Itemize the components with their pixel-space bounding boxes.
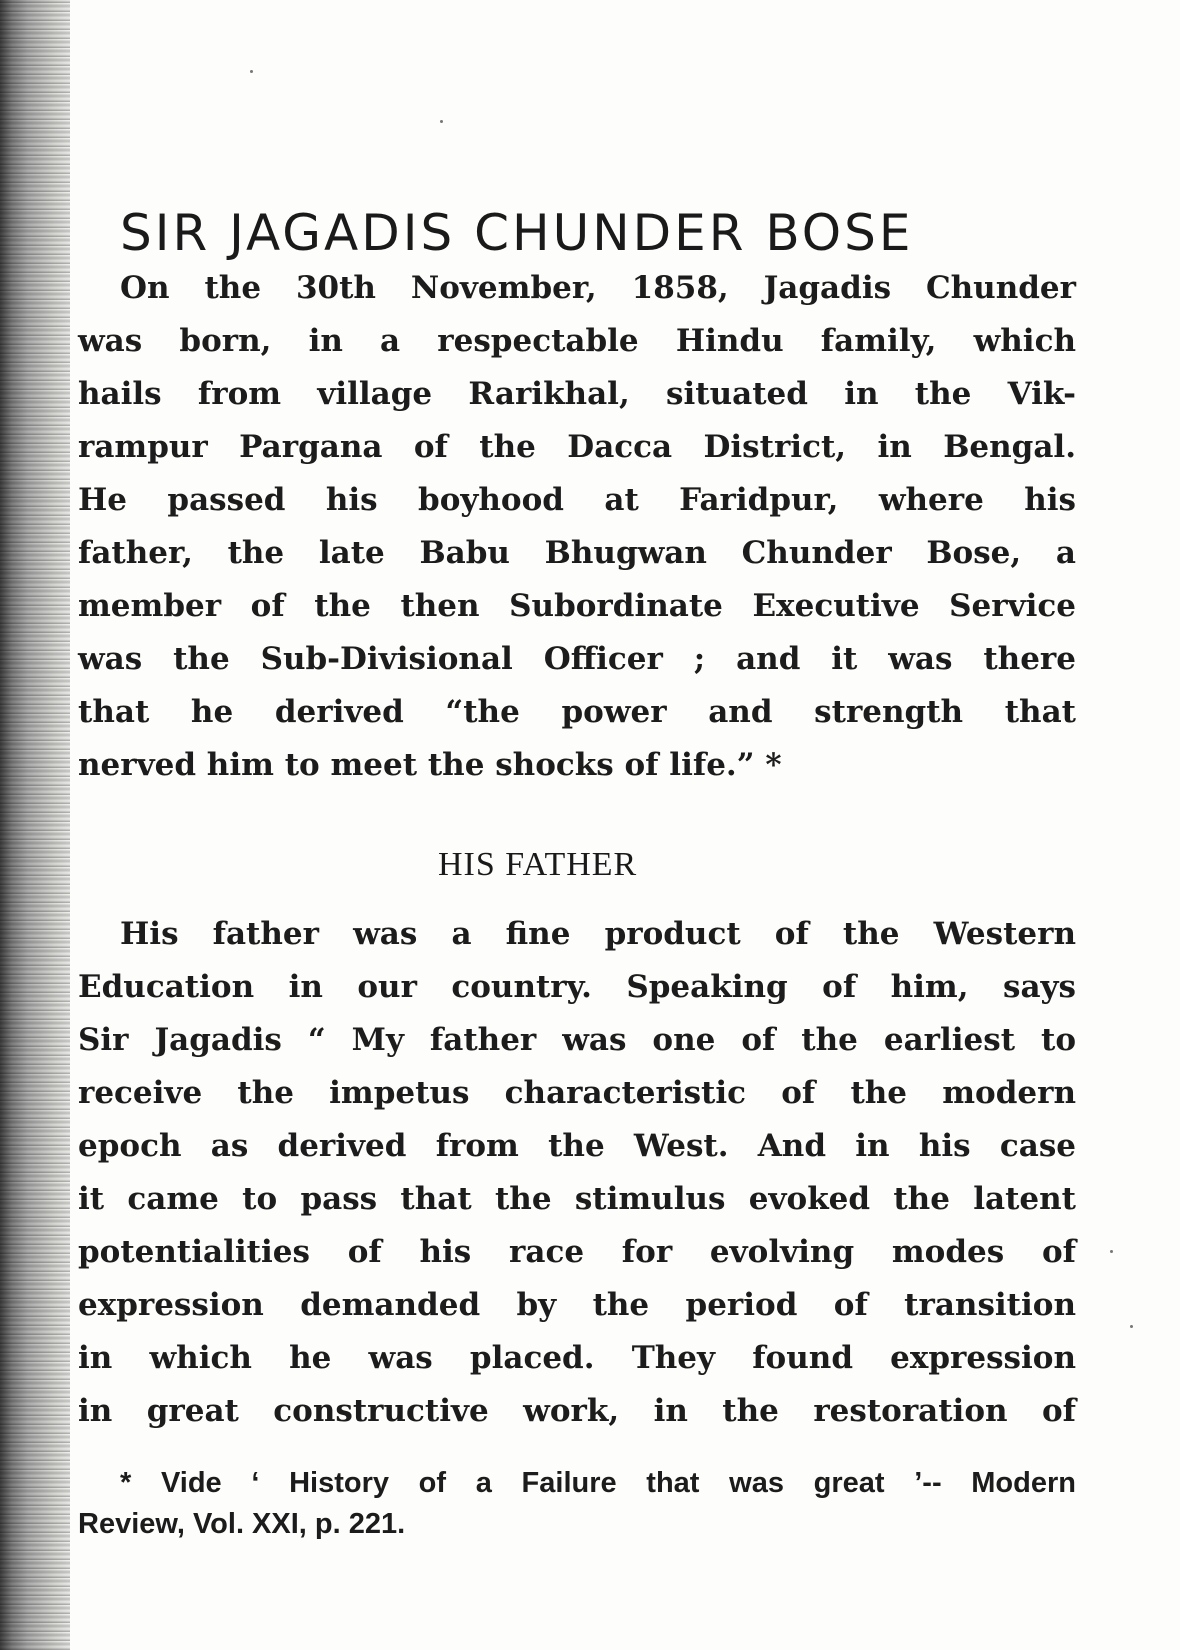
print-speck — [250, 70, 253, 73]
footnote-line: * Vide ‘ History of a Failure that was great ’-- Modern — [120, 1467, 1076, 1499]
scanned-page-edge — [0, 0, 70, 1650]
text-line: receive the impetus characteristic of the modern — [78, 1075, 1076, 1111]
text-line: it came to pass that the stimulus evoked the latent — [78, 1181, 1076, 1217]
text-line: in great constructive work, in the restoration of — [78, 1393, 1076, 1429]
paragraph-birth — [78, 262, 1076, 792]
text-line: hails from village Rarikhal, situated in the Vik- — [78, 376, 1076, 412]
paragraph-father — [78, 908, 1076, 1438]
text-line: father, the late Babu Bhugwan Chunder Bose, a — [78, 535, 1076, 571]
section-heading: HIS FATHER — [438, 846, 638, 883]
print-speck — [1130, 1325, 1133, 1328]
text-line: nerved him to meet the shocks of life.” * — [78, 747, 782, 783]
text-line: was born, in a respectable Hindu family, which — [78, 323, 1076, 359]
text-line: expression demanded by the period of transition — [78, 1287, 1076, 1323]
print-speck — [440, 120, 443, 123]
footnote — [78, 1463, 1076, 1545]
text-line: His father was a fine product of the Western — [120, 916, 1076, 952]
footnote-line: Review, Vol. XXI, p. 221. — [78, 1508, 406, 1540]
text-line: in which he was placed. They found expression — [78, 1340, 1076, 1376]
print-speck — [1110, 1250, 1113, 1253]
text-line: Sir Jagadis “ My father was one of the earliest to — [78, 1022, 1076, 1058]
page-title: SIR JAGADIS CHUNDER BOSE — [120, 203, 914, 262]
text-line: potentialities of his race for evolving modes of — [78, 1234, 1076, 1270]
text-line: On the 30th November, 1858, Jagadis Chunder — [120, 270, 1076, 306]
text-line: that he derived “the power and strength that — [78, 694, 1076, 730]
text-line: rampur Pargana of the Dacca District, in Bengal. — [78, 429, 1076, 465]
text-line: was the Sub-Divisional Officer ; and it was there — [78, 641, 1076, 677]
text-line: Education in our country. Speaking of him, says — [78, 969, 1076, 1005]
text-line: epoch as derived from the West. And in his case — [78, 1128, 1076, 1164]
text-line: member of the then Subordinate Executive Service — [78, 588, 1076, 624]
text-line: He passed his boyhood at Faridpur, where his — [78, 482, 1076, 518]
